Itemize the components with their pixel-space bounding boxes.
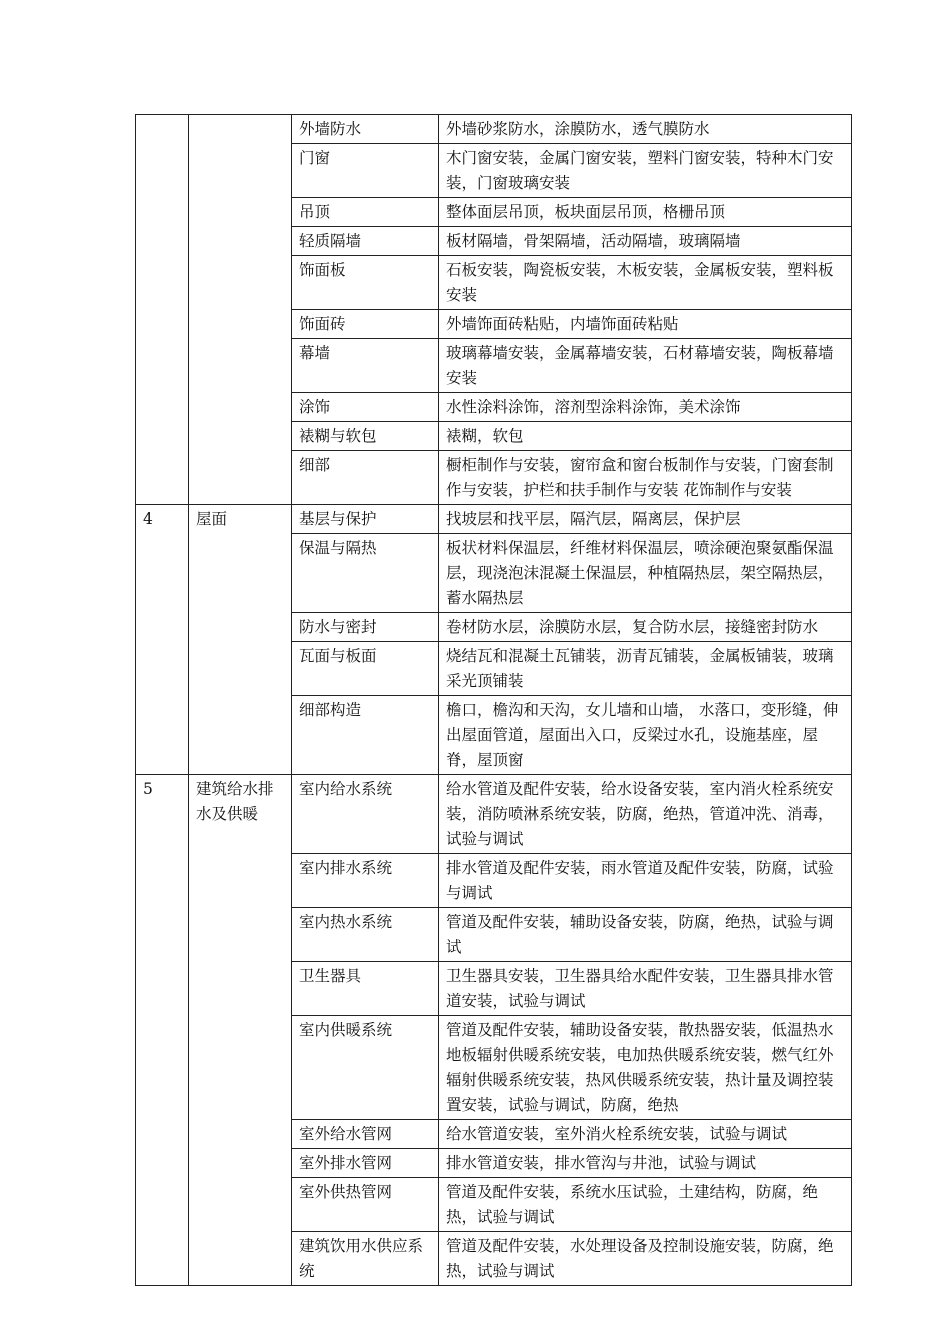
subdivision-content: 排水管道及配件安装，雨水管道及配件安装，防腐，试验与调试 [439, 854, 852, 908]
subdivision-content: 板材隔墙，骨架隔墙，活动隔墙，玻璃隔墙 [439, 227, 852, 256]
subdivision-name: 瓦面与板面 [292, 642, 439, 696]
subdivision-name: 保温与隔热 [292, 534, 439, 613]
subdivision-content: 排水管道安装，排水管沟与井池，试验与调试 [439, 1149, 852, 1178]
subdivision-name: 幕墙 [292, 339, 439, 393]
subdivision-name: 室外供热管网 [292, 1178, 439, 1232]
subdivision-content: 烧结瓦和混凝土瓦铺装，沥青瓦铺装，金属板铺装，玻璃采光顶铺装 [439, 642, 852, 696]
subdivision-name: 吊顶 [292, 198, 439, 227]
division-number [136, 115, 189, 505]
subdivision-content: 橱柜制作与安装，窗帘盒和窗台板制作与安装，门窗套制作与安装，护栏和扶手制作与安装 花饰制作与安装 [439, 451, 852, 505]
subdivision-content: 管道及配件安装，系统水压试验，土建结构，防腐，绝热，试验与调试 [439, 1178, 852, 1232]
subdivision-name: 饰面板 [292, 256, 439, 310]
table-row [136, 505, 852, 534]
subdivision-content: 板状材料保温层，纤维材料保温层，喷涂硬泡聚氨酯保温层，现浇泡沫混凝土保温层，种植隔热层，架空隔热层，蓄水隔热层 [439, 534, 852, 613]
subdivision-name: 外墙防水 [292, 115, 439, 144]
division-name: 屋面 [189, 505, 292, 775]
subdivision-content: 整体面层吊顶，板块面层吊顶，格栅吊顶 [439, 198, 852, 227]
table-row [136, 775, 852, 854]
subdivision-name: 细部 [292, 451, 439, 505]
division-name: 建筑给水排水及供暖 [189, 775, 292, 1286]
subdivision-content: 卫生器具安装，卫生器具给水配件安装，卫生器具排水管道安装，试验与调试 [439, 962, 852, 1016]
subdivision-content: 檐口，檐沟和天沟，女儿墙和山墙， 水落口，变形缝，伸出屋面管道，屋面出入口，反梁过水孔，设施基座，屋脊，屋顶窗 [439, 696, 852, 775]
subdivision-content: 外墙砂浆防水，涂膜防水，透气膜防水 [439, 115, 852, 144]
subdivision-name: 裱糊与软包 [292, 422, 439, 451]
subdivision-name: 卫生器具 [292, 962, 439, 1016]
table-row [136, 115, 852, 144]
subdivision-content: 给水管道及配件安装，给水设备安装，室内消火栓系统安装，消防喷淋系统安装，防腐，绝热，管道冲洗、消毒，试验与调试 [439, 775, 852, 854]
subdivision-content: 玻璃幕墙安装，金属幕墙安装，石材幕墙安装，陶板幕墙安装 [439, 339, 852, 393]
subdivision-content: 找坡层和找平层，隔汽层，隔离层，保护层 [439, 505, 852, 534]
subdivision-content: 木门窗安装，金属门窗安装，塑料门窗安装，特种木门安装，门窗玻璃安装 [439, 144, 852, 198]
subdivision-name: 防水与密封 [292, 613, 439, 642]
subdivision-name: 建筑饮用水供应系统 [292, 1232, 439, 1286]
subdivision-name: 室内供暖系统 [292, 1016, 439, 1120]
subdivision-name: 涂饰 [292, 393, 439, 422]
subdivision-name: 门窗 [292, 144, 439, 198]
subdivision-content: 卷材防水层，涂膜防水层，复合防水层，接缝密封防水 [439, 613, 852, 642]
division-number: 5 [136, 775, 189, 1286]
subdivision-content: 裱糊，软包 [439, 422, 852, 451]
subdivision-content: 管道及配件安装，水处理设备及控制设施安装，防腐，绝热，试验与调试 [439, 1232, 852, 1286]
subdivision-name: 室外排水管网 [292, 1149, 439, 1178]
subdivision-content: 水性涂料涂饰，溶剂型涂料涂饰，美术涂饰 [439, 393, 852, 422]
subdivision-content: 石板安装，陶瓷板安装，木板安装，金属板安装，塑料板安装 [439, 256, 852, 310]
division-number: 4 [136, 505, 189, 775]
subdivision-name: 轻质隔墙 [292, 227, 439, 256]
subdivision-name: 室外给水管网 [292, 1120, 439, 1149]
subdivision-content: 管道及配件安装，辅助设备安装，散热器安装，低温热水地板辐射供暖系统安装，电加热供暖系统安装，燃气红外辐射供暖系统安装，热风供暖系统安装，热计量及调控装置安装，试验与调试，防腐，绝热 [439, 1016, 852, 1120]
subdivision-name: 室内排水系统 [292, 854, 439, 908]
division-table-body [136, 115, 852, 1286]
subdivision-name: 细部构造 [292, 696, 439, 775]
division-name [189, 115, 292, 505]
division-table [135, 114, 852, 1286]
subdivision-content: 管道及配件安装，辅助设备安装，防腐，绝热，试验与调试 [439, 908, 852, 962]
subdivision-name: 室内给水系统 [292, 775, 439, 854]
subdivision-name: 基层与保护 [292, 505, 439, 534]
subdivision-content: 给水管道安装，室外消火栓系统安装，试验与调试 [439, 1120, 852, 1149]
subdivision-name: 饰面砖 [292, 310, 439, 339]
subdivision-content: 外墙饰面砖粘贴，内墙饰面砖粘贴 [439, 310, 852, 339]
subdivision-name: 室内热水系统 [292, 908, 439, 962]
